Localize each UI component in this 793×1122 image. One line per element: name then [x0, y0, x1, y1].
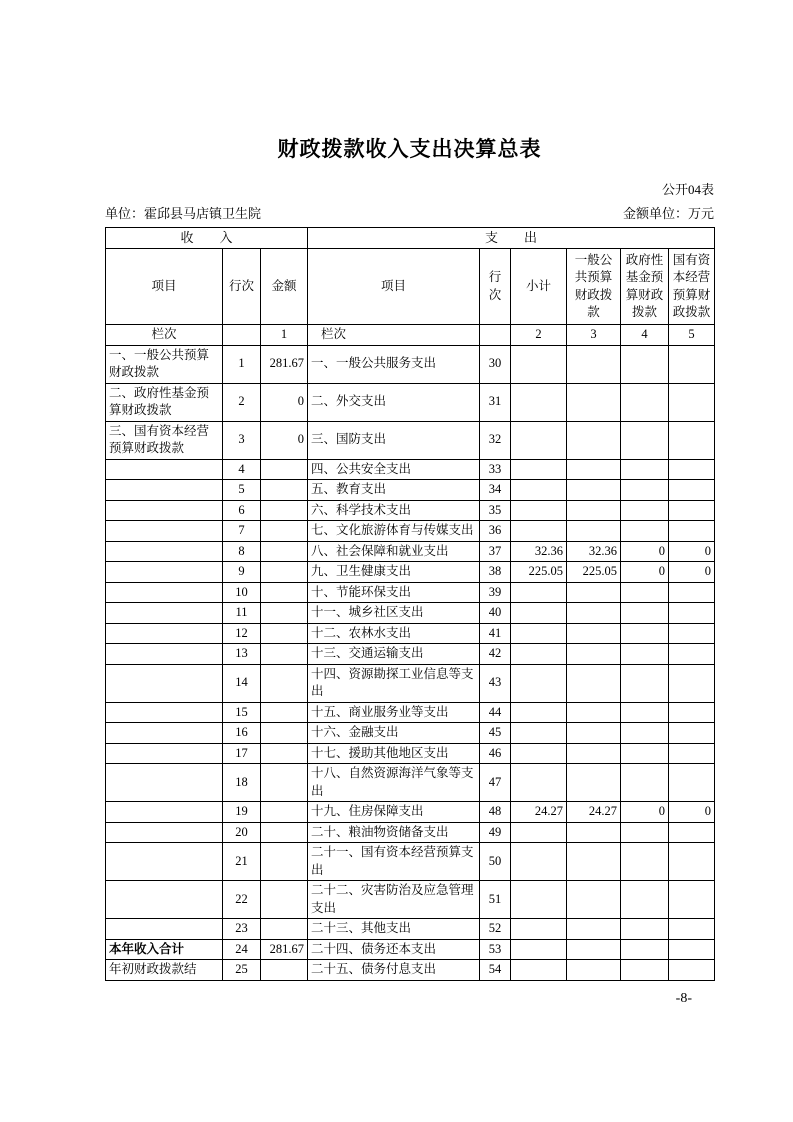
general-budget-cell [567, 702, 621, 723]
income-amount-cell: 281.67 [261, 939, 308, 960]
income-line-header: 行次 [223, 249, 261, 325]
state-capital-cell [669, 743, 715, 764]
general-budget-cell [567, 459, 621, 480]
table-row [106, 480, 715, 501]
expenditure-item-cell: 二十一、国有资本经营预算支出 [308, 843, 480, 881]
unit-row [105, 203, 714, 222]
income-line-cell: 9 [223, 562, 261, 583]
expenditure-line-cell: 54 [480, 960, 511, 981]
subtotal-cell [511, 822, 567, 843]
expenditure-line-cell: 38 [480, 562, 511, 583]
state-capital-cell [669, 764, 715, 802]
state-capital-cell [669, 664, 715, 702]
expenditure-line-cell: 47 [480, 764, 511, 802]
income-item-cell [106, 843, 223, 881]
income-amount-cell [261, 702, 308, 723]
income-amount-cell [261, 919, 308, 940]
state-capital-cell [669, 723, 715, 744]
govt-fund-cell [621, 345, 669, 383]
table-row [106, 960, 715, 981]
general-budget-cell [567, 723, 621, 744]
income-amount-cell: 0 [261, 421, 308, 459]
general-budget-cell [567, 919, 621, 940]
govt-fund-cell [621, 623, 669, 644]
state-capital-cell [669, 822, 715, 843]
expenditure-item-cell: 二十四、债务还本支出 [308, 939, 480, 960]
state-capital-cell [669, 421, 715, 459]
govt-fund-cell [621, 764, 669, 802]
income-amount-cell [261, 480, 308, 501]
state-capital-cell [669, 644, 715, 665]
expenditure-line-cell: 33 [480, 459, 511, 480]
general-budget-cell [567, 644, 621, 665]
state-capital-cell [669, 500, 715, 521]
general-budget-cell: 32.36 [567, 541, 621, 562]
table-row [106, 562, 715, 583]
expenditure-line-cell: 40 [480, 603, 511, 624]
income-item-cell [106, 459, 223, 480]
expenditure-line-cell: 36 [480, 521, 511, 542]
subtotal-cell [511, 582, 567, 603]
state-capital-cell [669, 843, 715, 881]
income-amount-cell [261, 664, 308, 702]
income-item-cell [106, 480, 223, 501]
govt-fund-cell [621, 459, 669, 480]
expenditure-line-cell: 34 [480, 480, 511, 501]
column-header-row [106, 249, 715, 325]
blank-cell [223, 325, 261, 346]
income-amount-cell [261, 623, 308, 644]
state-capital-cell [669, 383, 715, 421]
govt-fund-cell [621, 843, 669, 881]
expenditure-line-cell: 35 [480, 500, 511, 521]
income-line-cell: 24 [223, 939, 261, 960]
govt-fund-cell: 0 [621, 802, 669, 823]
subtotal-cell [511, 843, 567, 881]
income-amount-cell [261, 562, 308, 583]
general-budget-cell [567, 582, 621, 603]
income-item-cell [106, 644, 223, 665]
income-line-cell: 17 [223, 743, 261, 764]
table-body [106, 345, 715, 980]
section-header-row [106, 228, 715, 249]
income-item-cell [106, 702, 223, 723]
state-capital-cell [669, 939, 715, 960]
unit-label: 单位：霍邱县马店镇卫生院 [105, 206, 262, 221]
income-amount-cell [261, 500, 308, 521]
expenditure-line-cell: 42 [480, 644, 511, 665]
subtotal-cell [511, 919, 567, 940]
page-number: -8- [675, 990, 692, 1006]
table-row [106, 383, 715, 421]
govt-fund-cell [621, 383, 669, 421]
col-index-5: 5 [669, 325, 715, 346]
govt-fund-cell [621, 960, 669, 981]
income-item-cell [106, 664, 223, 702]
subtotal-cell [511, 743, 567, 764]
expenditure-item-cell: 八、社会保障和就业支出 [308, 541, 480, 562]
expenditure-line-cell: 39 [480, 582, 511, 603]
expenditure-item-cell: 二、外交支出 [308, 383, 480, 421]
table-row [106, 702, 715, 723]
income-line-cell: 2 [223, 383, 261, 421]
expenditure-item-cell: 九、卫生健康支出 [308, 562, 480, 583]
subtotal-cell [511, 459, 567, 480]
state-capital-cell: 0 [669, 541, 715, 562]
income-item-cell [106, 881, 223, 919]
table-row [106, 919, 715, 940]
expenditure-item-cell: 十九、住房保障支出 [308, 802, 480, 823]
table-row [106, 881, 715, 919]
income-item-cell [106, 521, 223, 542]
table-row [106, 421, 715, 459]
income-amount-cell [261, 603, 308, 624]
govt-fund-cell [621, 881, 669, 919]
income-amount-cell [261, 960, 308, 981]
income-item-cell [106, 919, 223, 940]
general-budget-cell [567, 480, 621, 501]
income-amount-cell [261, 843, 308, 881]
subtotal-cell [511, 723, 567, 744]
expenditure-item-cell: 五、教育支出 [308, 480, 480, 501]
state-capital-cell: 0 [669, 802, 715, 823]
income-line-cell: 12 [223, 623, 261, 644]
table-row [106, 603, 715, 624]
general-budget-cell [567, 764, 621, 802]
income-line-cell: 19 [223, 802, 261, 823]
amount-unit-label: 金额单位：万元 [622, 206, 714, 221]
income-amount-cell [261, 582, 308, 603]
income-item-cell: 二、政府性基金预算财政拨款 [106, 383, 223, 421]
income-line-cell: 11 [223, 603, 261, 624]
income-item-cell: 年初财政拨款结 [106, 960, 223, 981]
general-budget-cell: 24.27 [567, 802, 621, 823]
income-line-cell: 15 [223, 702, 261, 723]
expenditure-item-cell: 七、文化旅游体育与传媒支出 [308, 521, 480, 542]
income-item-cell [106, 500, 223, 521]
income-line-cell: 3 [223, 421, 261, 459]
subtotal-cell [511, 644, 567, 665]
income-amount-cell: 281.67 [261, 345, 308, 383]
expenditure-item-cell: 二十三、其他支出 [308, 919, 480, 940]
expenditure-line-cell: 46 [480, 743, 511, 764]
expenditure-item-cell: 十六、金融支出 [308, 723, 480, 744]
table-row [106, 764, 715, 802]
income-line-cell: 21 [223, 843, 261, 881]
income-item-cell [106, 802, 223, 823]
general-budget-header: 一般公共预算财政拨款 [567, 249, 621, 325]
income-amount-cell [261, 723, 308, 744]
expenditure-line-cell: 45 [480, 723, 511, 744]
expenditure-item-cell: 十七、援助其他地区支出 [308, 743, 480, 764]
subtotal-header: 小计 [511, 249, 567, 325]
income-line-cell: 16 [223, 723, 261, 744]
state-capital-cell [669, 603, 715, 624]
govt-fund-cell [621, 939, 669, 960]
table-row [106, 802, 715, 823]
general-budget-cell [567, 664, 621, 702]
income-amount-cell [261, 822, 308, 843]
state-capital-cell [669, 459, 715, 480]
subtotal-cell: 24.27 [511, 802, 567, 823]
govt-fund-cell [621, 822, 669, 843]
expenditure-item-cell: 四、公共安全支出 [308, 459, 480, 480]
income-line-cell: 6 [223, 500, 261, 521]
expenditure-line-cell: 49 [480, 822, 511, 843]
table-row [106, 843, 715, 881]
income-section-title: 收 入 [106, 228, 308, 249]
subtotal-cell [511, 500, 567, 521]
subtotal-cell: 32.36 [511, 541, 567, 562]
state-capital-cell [669, 345, 715, 383]
income-item-cell [106, 562, 223, 583]
income-amount-cell [261, 459, 308, 480]
state-capital-cell [669, 623, 715, 644]
expenditure-line-cell: 37 [480, 541, 511, 562]
expenditure-item-cell: 二十二、灾害防治及应急管理支出 [308, 881, 480, 919]
general-budget-cell [567, 822, 621, 843]
income-item-cell [106, 822, 223, 843]
subtotal-cell [511, 623, 567, 644]
subtotal-cell [511, 664, 567, 702]
expenditure-line-cell: 44 [480, 702, 511, 723]
income-item-cell: 三、国有资本经营预算财政拨款 [106, 421, 223, 459]
expenditure-line-cell: 30 [480, 345, 511, 383]
subtotal-cell [511, 939, 567, 960]
govt-fund-cell: 0 [621, 562, 669, 583]
document-page [105, 0, 714, 1007]
income-amount-cell [261, 644, 308, 665]
income-amount-cell [261, 541, 308, 562]
income-line-cell: 25 [223, 960, 261, 981]
income-item-cell [106, 541, 223, 562]
subtotal-cell [511, 960, 567, 981]
subtotal-cell: 225.05 [511, 562, 567, 583]
subtotal-cell [511, 383, 567, 421]
expenditure-item-cell: 三、国防支出 [308, 421, 480, 459]
govt-fund-cell [621, 480, 669, 501]
expenditure-line-header: 行次 [480, 249, 511, 325]
general-budget-cell [567, 939, 621, 960]
table-row [106, 743, 715, 764]
expenditure-item-cell: 十、节能环保支出 [308, 582, 480, 603]
govt-fund-cell [621, 521, 669, 542]
govt-fund-cell [621, 500, 669, 521]
col-index-2: 2 [511, 325, 567, 346]
govt-fund-cell [621, 723, 669, 744]
expenditure-line-cell: 50 [480, 843, 511, 881]
col-index-4: 4 [621, 325, 669, 346]
subtotal-cell [511, 702, 567, 723]
govt-fund-cell: 0 [621, 541, 669, 562]
expenditure-line-cell: 51 [480, 881, 511, 919]
general-budget-cell [567, 743, 621, 764]
table-row [106, 939, 715, 960]
expenditure-item-cell: 六、科学技术支出 [308, 500, 480, 521]
income-lanci-cell: 栏次 [106, 325, 223, 346]
table-row [106, 723, 715, 744]
expenditure-line-cell: 32 [480, 421, 511, 459]
table-row [106, 345, 715, 383]
subtotal-cell [511, 603, 567, 624]
income-line-cell: 10 [223, 582, 261, 603]
subtotal-cell [511, 521, 567, 542]
expenditure-item-cell: 十八、自然资源海洋气象等支出 [308, 764, 480, 802]
income-line-cell: 23 [223, 919, 261, 940]
income-amount-cell [261, 764, 308, 802]
expenditure-item-cell: 二十五、债务付息支出 [308, 960, 480, 981]
general-budget-cell [567, 843, 621, 881]
govt-fund-cell [621, 644, 669, 665]
expenditure-item-cell: 十三、交通运输支出 [308, 644, 480, 665]
expenditure-line-cell: 43 [480, 664, 511, 702]
expenditure-item-header: 项目 [308, 249, 480, 325]
income-item-cell: 一、一般公共预算财政拨款 [106, 345, 223, 383]
expenditure-item-cell: 十一、城乡社区支出 [308, 603, 480, 624]
general-budget-cell [567, 421, 621, 459]
col-index-3: 3 [567, 325, 621, 346]
income-item-cell [106, 623, 223, 644]
govt-fund-cell [621, 664, 669, 702]
general-budget-cell [567, 521, 621, 542]
expenditure-line-cell: 52 [480, 919, 511, 940]
column-index-row [106, 325, 715, 346]
expenditure-item-cell: 二十、粮油物资储备支出 [308, 822, 480, 843]
income-item-cell [106, 743, 223, 764]
general-budget-cell [567, 881, 621, 919]
table-row [106, 459, 715, 480]
income-item-cell [106, 764, 223, 802]
state-capital-cell [669, 881, 715, 919]
subtotal-cell [511, 345, 567, 383]
state-capital-cell [669, 582, 715, 603]
income-amount-header: 金额 [261, 249, 308, 325]
subtotal-cell [511, 421, 567, 459]
income-item-cell [106, 603, 223, 624]
income-line-cell: 8 [223, 541, 261, 562]
state-capital-cell: 0 [669, 562, 715, 583]
state-capital-cell [669, 521, 715, 542]
income-line-cell: 20 [223, 822, 261, 843]
income-line-cell: 5 [223, 480, 261, 501]
income-amount-cell: 0 [261, 383, 308, 421]
state-capital-header: 国有资本经营预算财政拨款 [669, 249, 715, 325]
general-budget-cell [567, 500, 621, 521]
subtotal-cell [511, 480, 567, 501]
fiscal-table [105, 227, 715, 981]
table-row [106, 582, 715, 603]
general-budget-cell [567, 623, 621, 644]
table-row [106, 822, 715, 843]
govt-fund-cell [621, 743, 669, 764]
form-label: 公开04表 [661, 182, 714, 197]
expenditure-section-title: 支 出 [308, 228, 715, 249]
income-line-cell: 18 [223, 764, 261, 802]
table-row [106, 623, 715, 644]
expenditure-item-cell: 十二、农林水支出 [308, 623, 480, 644]
govt-fund-cell [621, 603, 669, 624]
govt-fund-cell [621, 582, 669, 603]
general-budget-cell [567, 603, 621, 624]
income-item-header: 项目 [106, 249, 223, 325]
blank-cell [480, 325, 511, 346]
income-line-cell: 22 [223, 881, 261, 919]
income-item-cell [106, 582, 223, 603]
col-index-1: 1 [261, 325, 308, 346]
income-amount-cell [261, 743, 308, 764]
income-amount-cell [261, 802, 308, 823]
state-capital-cell [669, 480, 715, 501]
state-capital-cell [669, 960, 715, 981]
table-row [106, 521, 715, 542]
table-row [106, 644, 715, 665]
income-line-cell: 1 [223, 345, 261, 383]
income-line-cell: 14 [223, 664, 261, 702]
table-row [106, 664, 715, 702]
govt-fund-cell [621, 421, 669, 459]
income-amount-cell [261, 521, 308, 542]
state-capital-cell [669, 702, 715, 723]
govt-fund-cell [621, 702, 669, 723]
state-capital-cell [669, 919, 715, 940]
general-budget-cell [567, 383, 621, 421]
income-amount-cell [261, 881, 308, 919]
income-line-cell: 13 [223, 644, 261, 665]
income-item-cell: 本年收入合计 [106, 939, 223, 960]
govt-fund-header: 政府性基金预算财政拨款 [621, 249, 669, 325]
subtotal-cell [511, 764, 567, 802]
expenditure-line-cell: 48 [480, 802, 511, 823]
expenditure-item-cell: 十四、资源勘探工业信息等支出 [308, 664, 480, 702]
subtotal-cell [511, 881, 567, 919]
table-row [106, 541, 715, 562]
income-line-cell: 4 [223, 459, 261, 480]
expenditure-line-cell: 31 [480, 383, 511, 421]
page-title: 财政拨款收入支出决算总表 [277, 138, 542, 161]
income-item-cell [106, 723, 223, 744]
expenditure-line-cell: 53 [480, 939, 511, 960]
expenditure-item-cell: 十五、商业服务业等支出 [308, 702, 480, 723]
expenditure-line-cell: 41 [480, 623, 511, 644]
table-row [106, 500, 715, 521]
expenditure-lanci-cell: 栏次 [308, 325, 480, 346]
general-budget-cell [567, 345, 621, 383]
general-budget-cell [567, 960, 621, 981]
govt-fund-cell [621, 919, 669, 940]
general-budget-cell: 225.05 [567, 562, 621, 583]
income-line-cell: 7 [223, 521, 261, 542]
expenditure-item-cell: 一、一般公共服务支出 [308, 345, 480, 383]
